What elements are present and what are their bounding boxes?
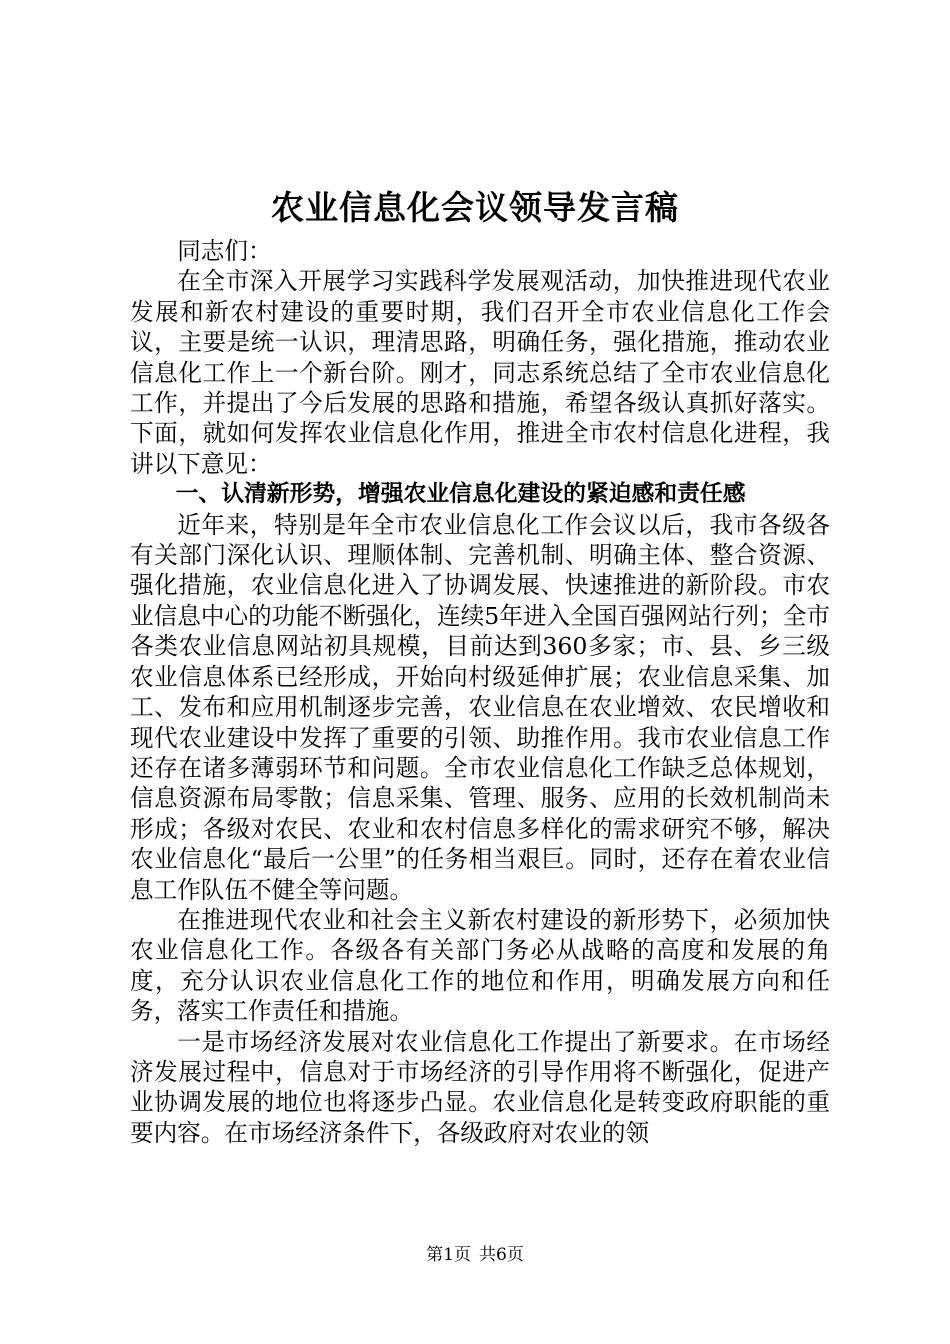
- page-footer: [0, 1243, 950, 1267]
- paragraph-new-situation: 在推进现代农业和社会主义新农村建设的新形势下，必须加快农业信息化工作。各级各有关部门务必从战略的高度和发展的角度，充分认识农业信息化工作的地位和作用，明确发展方向和任务，落实工作责任和措施。: [130, 905, 830, 1026]
- paragraph-market-economy: 一是市场经济发展对农业信息化工作提出了新要求。在市场经济发展过程中，信息对于市场经济的引导作用将不断强化，促进产业协调发展的地位也将逐步凸显。农业信息化是转变政府职能的重要内容。在市场经济条件下，各级政府对农业的领: [130, 1027, 830, 1147]
- document-body: [130, 236, 830, 1148]
- salutation: 同志们：: [177, 237, 272, 265]
- document-title: 农业信息化会议领导发言稿: [271, 188, 679, 227]
- page-number: 第1页: [426, 1245, 471, 1265]
- page-total: 共6页: [479, 1245, 524, 1265]
- paragraph-progress: 近年来，特别是年全市农业信息化工作会议以后，我市各级各有关部门深化认识、理顺体制、完善机制、明确主体、整合资源、强化措施，农业信息化进入了协调发展、快速推进的新阶段。市农业信息中心的功能不断强化，连续5年进入全国百强网站行列；全市各类农业信息网站初具规模，目前达到360多家；市、县、乡三级农业信息体系已经形成，开始向村级延伸扩展；农业信息采集、加工、发布和应用机制逐步完善，农业信息在农业增效、农民增收和现代农业建设中发挥了重要的引领、助推作用。我市农业信息工作还存在诸多薄弱环节和问题。全市农业信息化工作缺乏总体规划，信息资源布局零散；信息采集、管理、服务、应用的长效机制尚未形成；各级对农民、农业和农村信息多样化的需求研究不够，解决农业信息化“最后一公里”的任务相当艰巨。同时，还存在着农业信息工作队伍不健全等问题。: [130, 510, 830, 904]
- section-heading-1: 一、认清新形势，增强农业信息化建设的紧迫感和责任感: [175, 481, 746, 508]
- paragraph-intro: 在全市深入开展学习实践科学发展观活动，加快推进现代农业发展和新农村建设的重要时期，我们召开全市农业信息化工作会议，主要是统一认识，理清思路，明确任务，强化措施，推动农业信息化工作上一个新台阶。刚才，同志系统总结了全市农业信息化工作，并提出了今后发展的思路和措施，希望各级认真抓好落实。下面，就如何发挥农业信息化作用，推进全市农村信息化进程，我讲以下意见：: [130, 267, 830, 478]
